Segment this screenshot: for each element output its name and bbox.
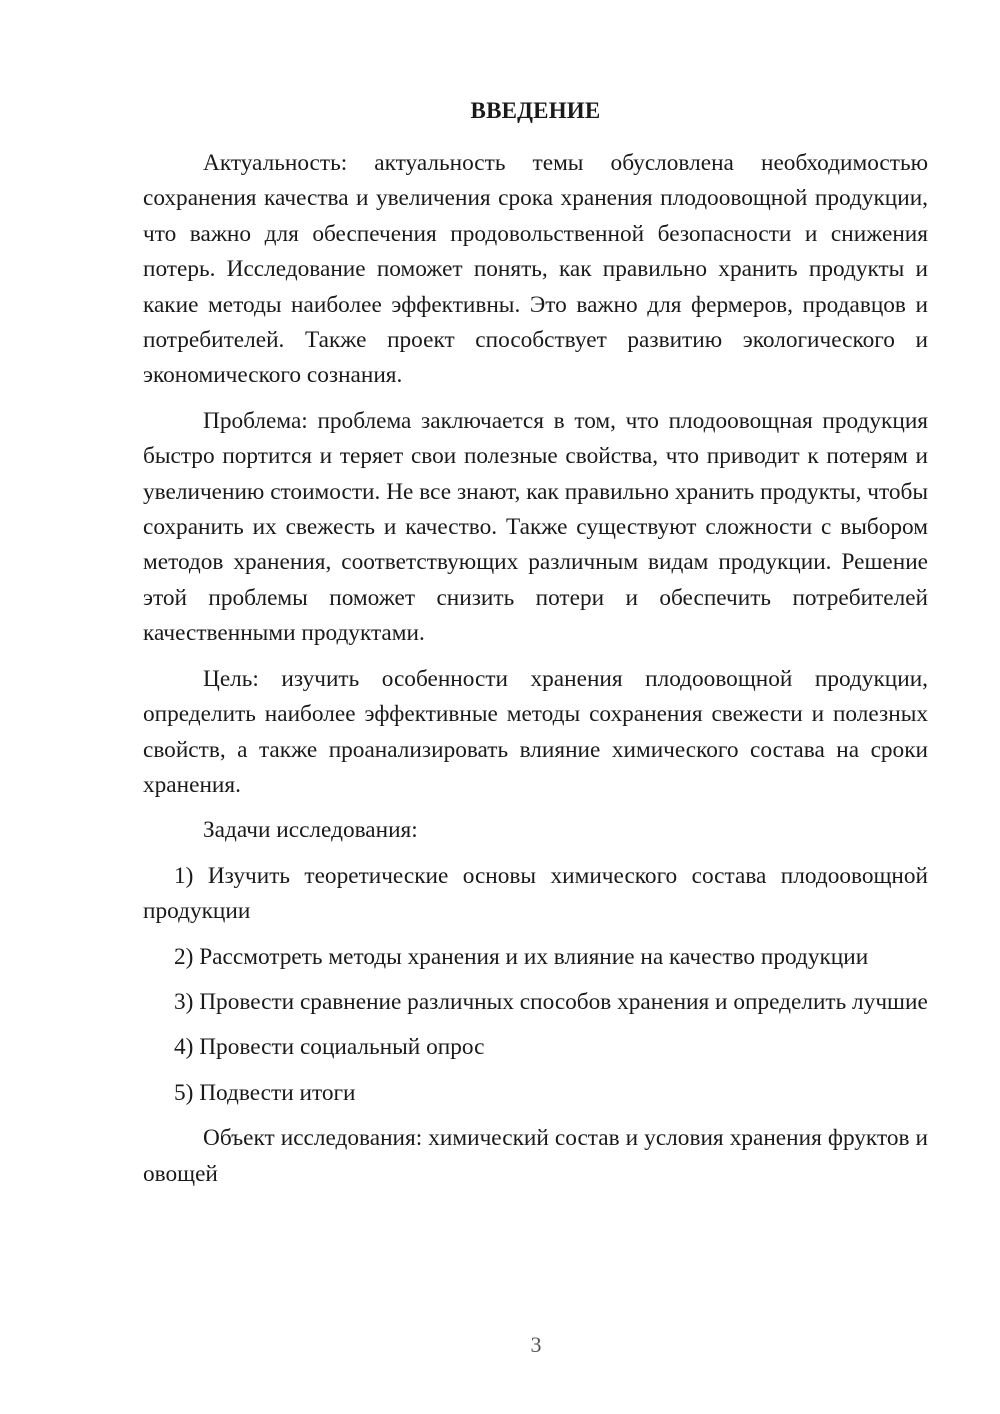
goal-paragraph: Цель: изучить особенности хранения плодоовощной продукции, определить наиболее эффективные методы сохранения свежести и полезных свойств, а также проанализировать влияние химического состава на сроки хранения.	[143, 665, 928, 798]
task-item-3: 3) Провести сравнение различных способов хранения и определить лучшие	[174, 988, 928, 1015]
tasks-heading: Задачи исследования:	[203, 817, 418, 844]
task-item-1: 1) Изучить теоретические основы химического состава плодоовощной продукции	[143, 862, 928, 925]
page-content	[143, 95, 928, 1192]
task-item-5: 5) Подвести итоги	[174, 1079, 356, 1106]
task-item-2: 2) Рассмотреть методы хранения и их влияние на качество продукции	[174, 943, 869, 970]
relevance-paragraph: Актуальность: актуальность темы обусловлена необходимостью сохранения качества и увеличения срока хранения плодоовощной продукции, что важно для обеспечения продовольственной безопасности и снижения потерь. Исследование поможет понять, как правильно хранить продукты и какие методы наиболее эффективны. Это важно для фермеров, продавцов и потребителей. Также проект способствует развитию экологического и экономического сознания.	[143, 150, 928, 389]
task-item-4: 4) Провести социальный опрос	[174, 1034, 485, 1061]
research-object-paragraph: Объект исследования: химический состав и условия хранения фруктов и овощей	[143, 1125, 928, 1187]
page-number: 3	[530, 1332, 542, 1357]
page-title: ВВЕДЕНИЕ	[470, 98, 601, 123]
problem-paragraph: Проблема: проблема заключается в том, что плодоовощная продукция быстро портится и теряет свои полезные свойства, что приводит к потерям и увеличению стоимости. Не все знают, как правильно хранить продукты, чтобы сохранить их свежесть и качество. Также существуют сложности с выбором методов хранения, соответствующих различным видам продукции. Решение этой проблемы поможет снизить потери и обеспечить потребителей качественными продуктами.	[143, 407, 928, 647]
